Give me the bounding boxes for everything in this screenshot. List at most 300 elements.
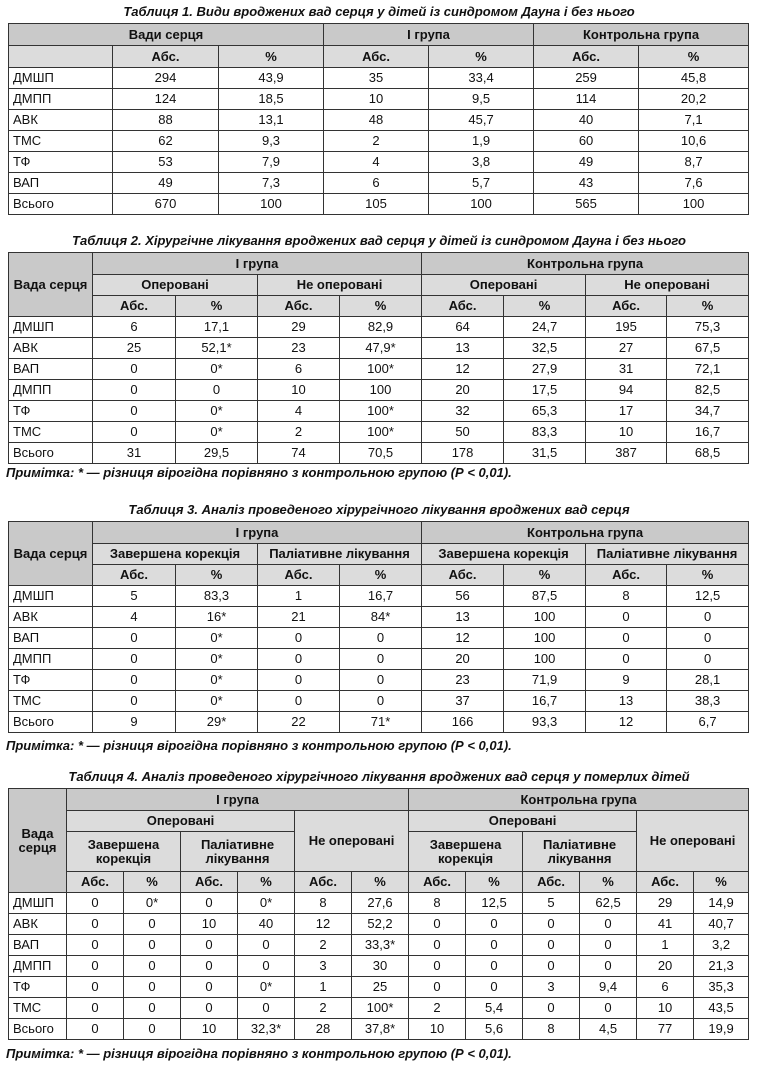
table-cell: 77: [637, 1019, 694, 1040]
table-cell: 0: [238, 935, 295, 956]
table-cell: 195: [586, 317, 667, 338]
table-row: [9, 956, 749, 977]
row-label: ТМС: [9, 691, 93, 712]
row-label: ВАП: [9, 173, 113, 194]
row-label: ТФ: [9, 152, 113, 173]
t4-header-full-correction: Завершена корекція: [409, 832, 523, 872]
table-cell: 13,1: [219, 110, 324, 131]
table-row: [9, 628, 749, 649]
t3-header-palliative: Паліативне лікування: [258, 544, 422, 565]
table-cell: 0: [93, 380, 176, 401]
table-cell: 53: [113, 152, 219, 173]
table-row: [9, 401, 749, 422]
table-cell: 30: [352, 956, 409, 977]
table-cell: 4: [93, 607, 176, 628]
table-cell: 27,9: [504, 359, 586, 380]
table-cell: 21,3: [694, 956, 749, 977]
row-label: Всього: [9, 443, 93, 464]
table-cell: 0*: [176, 628, 258, 649]
table-cell: 0: [523, 998, 580, 1019]
t2-header-operated: Оперовані: [422, 275, 586, 296]
table-cell: 100*: [340, 359, 422, 380]
row-label: Всього: [9, 1019, 67, 1040]
table-cell: 0: [93, 401, 176, 422]
row-label: ДМПП: [9, 956, 67, 977]
t4-header-pct: %: [352, 872, 409, 893]
table-cell: 47,9*: [340, 338, 422, 359]
table-cell: 67,5: [667, 338, 749, 359]
t3-header-pct: %: [667, 565, 749, 586]
table-cell: 56: [422, 586, 504, 607]
row-label: ТМС: [9, 131, 113, 152]
table-cell: 100: [429, 194, 534, 215]
table-cell: 0*: [176, 649, 258, 670]
table-cell: 100: [504, 607, 586, 628]
t2-header-pct: %: [176, 296, 258, 317]
table-cell: 74: [258, 443, 340, 464]
table-cell: 1: [295, 977, 352, 998]
table-cell: 17: [586, 401, 667, 422]
t3-header-abs: Абс.: [93, 565, 176, 586]
table-cell: 7,1: [639, 110, 749, 131]
row-label: ВАП: [9, 935, 67, 956]
table-cell: 7,6: [639, 173, 749, 194]
row-label: ДМШП: [9, 893, 67, 914]
t2-header-not-operated: Не оперовані: [258, 275, 422, 296]
t1-header-pct: %: [639, 46, 749, 68]
table-cell: 23: [258, 338, 340, 359]
table-cell: 43,5: [694, 998, 749, 1019]
table-cell: 0: [580, 956, 637, 977]
table-cell: 6: [324, 173, 429, 194]
table-row: [9, 173, 749, 194]
table-1-body: [9, 68, 749, 215]
table-cell: 71,9: [504, 670, 586, 691]
t3-header-abs: Абс.: [586, 565, 667, 586]
table-row: [9, 649, 749, 670]
table-cell: 10: [324, 89, 429, 110]
t4-header-control: Контрольна група: [409, 789, 749, 811]
t4-header-pct: %: [580, 872, 637, 893]
t4-header-palliative: Паліативне лікування: [181, 832, 295, 872]
t2-header-vada: Вада серця: [9, 253, 93, 317]
row-label: Всього: [9, 712, 93, 733]
table-3-body: [9, 586, 749, 733]
table-cell: 16*: [176, 607, 258, 628]
t1-header-vady: Вади серця: [9, 24, 324, 46]
table-cell: 100: [504, 649, 586, 670]
table-cell: 0: [466, 935, 523, 956]
table-cell: 100: [504, 628, 586, 649]
table-cell: 0: [580, 998, 637, 1019]
t2-header-abs: Абс.: [422, 296, 504, 317]
table-cell: 23: [422, 670, 504, 691]
table-cell: 82,9: [340, 317, 422, 338]
row-label: АВК: [9, 914, 67, 935]
table-cell: 32,3*: [238, 1019, 295, 1040]
t3-header-abs: Абс.: [258, 565, 340, 586]
table-4: [8, 788, 749, 1040]
table-cell: 0*: [238, 893, 295, 914]
table-cell: 0: [586, 649, 667, 670]
table-cell: 31,5: [504, 443, 586, 464]
table-cell: 94: [586, 380, 667, 401]
table-cell: 0: [93, 670, 176, 691]
t3-header-pct: %: [176, 565, 258, 586]
table-cell: 294: [113, 68, 219, 89]
table-cell: 565: [534, 194, 639, 215]
row-label: ТМС: [9, 998, 67, 1019]
table-cell: 28: [295, 1019, 352, 1040]
table-cell: 100*: [340, 401, 422, 422]
table-cell: 0: [67, 914, 124, 935]
table-cell: 0: [93, 422, 176, 443]
table-cell: 0: [124, 935, 181, 956]
table-cell: 0: [409, 977, 466, 998]
table-cell: 0: [466, 914, 523, 935]
table-cell: 48: [324, 110, 429, 131]
table-cell: 0: [93, 691, 176, 712]
table-cell: 8: [523, 1019, 580, 1040]
t2-header-abs: Абс.: [586, 296, 667, 317]
table-cell: 83,3: [176, 586, 258, 607]
t1-header-group1: I група: [324, 24, 534, 46]
table-cell: 6: [637, 977, 694, 998]
table-cell: 3,2: [694, 935, 749, 956]
table-cell: 8,7: [639, 152, 749, 173]
table-cell: 31: [586, 359, 667, 380]
table-cell: 19,9: [694, 1019, 749, 1040]
table-cell: 68,5: [667, 443, 749, 464]
table-cell: 0: [340, 649, 422, 670]
table-cell: 0: [181, 893, 238, 914]
table-row: [9, 607, 749, 628]
table-cell: 52,2: [352, 914, 409, 935]
table-cell: 49: [534, 152, 639, 173]
table-cell: 124: [113, 89, 219, 110]
row-label: Всього: [9, 194, 113, 215]
row-label: ДМПП: [9, 380, 93, 401]
table-cell: 29: [637, 893, 694, 914]
table-cell: 20: [422, 380, 504, 401]
t1-header-blank: [9, 46, 113, 68]
table-row: [9, 380, 749, 401]
table-cell: 29: [258, 317, 340, 338]
table-cell: 2: [295, 935, 352, 956]
table-cell: 178: [422, 443, 504, 464]
table-cell: 0: [258, 691, 340, 712]
t3-header-group1: I група: [93, 522, 422, 544]
t4-header-palliative: Паліативне лікування: [523, 832, 637, 872]
table-cell: 84*: [340, 607, 422, 628]
table-cell: 0: [67, 977, 124, 998]
table-cell: 32,5: [504, 338, 586, 359]
table-cell: 100: [219, 194, 324, 215]
table-cell: 387: [586, 443, 667, 464]
t4-header-full-correction: Завершена корекція: [67, 832, 181, 872]
table-row: [9, 914, 749, 935]
table-row: [9, 422, 749, 443]
table-cell: 0: [580, 935, 637, 956]
t2-header-pct: %: [340, 296, 422, 317]
table-cell: 9,3: [219, 131, 324, 152]
table-cell: 9,5: [429, 89, 534, 110]
table-cell: 83,3: [504, 422, 586, 443]
t4-header-abs: Абс.: [67, 872, 124, 893]
table-row: [9, 359, 749, 380]
t4-header-pct: %: [124, 872, 181, 893]
t4-header-abs: Абс.: [637, 872, 694, 893]
table-cell: 5,6: [466, 1019, 523, 1040]
table-cell: 13: [422, 607, 504, 628]
table-cell: 28,1: [667, 670, 749, 691]
t4-header-vada: Вада серця: [9, 789, 67, 893]
table-cell: 12: [295, 914, 352, 935]
table-cell: 0: [124, 914, 181, 935]
table-cell: 2: [324, 131, 429, 152]
table-cell: 41: [637, 914, 694, 935]
table-cell: 34,7: [667, 401, 749, 422]
table-cell: 0: [93, 359, 176, 380]
table-2-caption: Таблиця 2. Хірургічне лікування вроджених вад серця у дітей із синдромом Дауна і без нього: [72, 233, 686, 248]
t4-header-pct: %: [238, 872, 295, 893]
table-row: [9, 998, 749, 1019]
t2-header-not-operated: Не оперовані: [586, 275, 749, 296]
table-cell: 62,5: [580, 893, 637, 914]
table-cell: 670: [113, 194, 219, 215]
table-cell: 16,7: [340, 586, 422, 607]
table-2-body: [9, 317, 749, 464]
row-label: ТФ: [9, 977, 67, 998]
table-4-body: [9, 893, 749, 1040]
t2-header-pct: %: [504, 296, 586, 317]
table-cell: 37: [422, 691, 504, 712]
table-cell: 259: [534, 68, 639, 89]
table-cell: 0: [67, 1019, 124, 1040]
table-cell: 12: [586, 712, 667, 733]
table-cell: 33,4: [429, 68, 534, 89]
table-cell: 35,3: [694, 977, 749, 998]
row-label: ДМШП: [9, 68, 113, 89]
table-cell: 0: [523, 914, 580, 935]
table-row: [9, 68, 749, 89]
table-cell: 0: [124, 977, 181, 998]
table-row: [9, 935, 749, 956]
row-label: АВК: [9, 607, 93, 628]
table-cell: 6,7: [667, 712, 749, 733]
table-cell: 40: [238, 914, 295, 935]
t4-header-operated: Оперовані: [67, 811, 295, 832]
table-cell: 0: [667, 649, 749, 670]
table-cell: 3,8: [429, 152, 534, 173]
table-cell: 60: [534, 131, 639, 152]
table-1: [8, 23, 749, 215]
table-cell: 12: [422, 359, 504, 380]
table-cell: 87,5: [504, 586, 586, 607]
table-cell: 0: [580, 914, 637, 935]
table-cell: 0: [586, 607, 667, 628]
row-label: ДМПП: [9, 89, 113, 110]
row-label: ВАП: [9, 359, 93, 380]
table-cell: 6: [93, 317, 176, 338]
table-1-caption: Таблиця 1. Види вроджених вад серця у дітей із синдромом Дауна і без нього: [123, 4, 635, 19]
table-cell: 0: [466, 977, 523, 998]
table-cell: 43: [534, 173, 639, 194]
t1-header-abs: Абс.: [534, 46, 639, 68]
table-cell: 21: [258, 607, 340, 628]
table-row: [9, 586, 749, 607]
table-cell: 105: [324, 194, 429, 215]
table-cell: 0: [181, 998, 238, 1019]
table-cell: 114: [534, 89, 639, 110]
t4-header-pct: %: [466, 872, 523, 893]
row-label: ДМШП: [9, 586, 93, 607]
table-cell: 0: [409, 935, 466, 956]
table-cell: 0*: [238, 977, 295, 998]
t3-header-full-correction: Завершена корекція: [422, 544, 586, 565]
t4-header-abs: Абс.: [523, 872, 580, 893]
table-cell: 10: [637, 998, 694, 1019]
table-cell: 10,6: [639, 131, 749, 152]
table-cell: 5: [93, 586, 176, 607]
table-cell: 31: [93, 443, 176, 464]
table-cell: 93,3: [504, 712, 586, 733]
table-cell: 17,1: [176, 317, 258, 338]
table-cell: 100: [340, 380, 422, 401]
table-cell: 0: [181, 977, 238, 998]
table-cell: 0: [238, 956, 295, 977]
table-cell: 2: [295, 998, 352, 1019]
table-cell: 64: [422, 317, 504, 338]
table-cell: 20: [637, 956, 694, 977]
t2-header-pct: %: [667, 296, 749, 317]
table-row: [9, 691, 749, 712]
table-cell: 20,2: [639, 89, 749, 110]
table-cell: 17,5: [504, 380, 586, 401]
row-label: ВАП: [9, 628, 93, 649]
t2-header-group1: I група: [93, 253, 422, 275]
table-cell: 12,5: [667, 586, 749, 607]
table-cell: 0: [67, 893, 124, 914]
t1-header-pct: %: [429, 46, 534, 68]
t3-header-pct: %: [340, 565, 422, 586]
t3-header-vada: Вада серця: [9, 522, 93, 586]
table-cell: 0: [340, 628, 422, 649]
table-cell: 4: [258, 401, 340, 422]
table-cell: 0*: [124, 893, 181, 914]
table-row: [9, 110, 749, 131]
table-cell: 0: [258, 670, 340, 691]
table-row: [9, 152, 749, 173]
table-row: [9, 89, 749, 110]
t3-header-full-correction: Завершена корекція: [93, 544, 258, 565]
table-cell: 27: [586, 338, 667, 359]
table-cell: 9,4: [580, 977, 637, 998]
table-cell: 2: [409, 998, 466, 1019]
table-cell: 32: [422, 401, 504, 422]
table-cell: 29,5: [176, 443, 258, 464]
t2-header-abs: Абс.: [93, 296, 176, 317]
table-cell: 10: [181, 914, 238, 935]
table-cell: 0*: [176, 422, 258, 443]
t2-header-abs: Абс.: [258, 296, 340, 317]
t3-header-pct: %: [504, 565, 586, 586]
table-cell: 0: [409, 956, 466, 977]
table-cell: 0*: [176, 670, 258, 691]
table-cell: 40: [534, 110, 639, 131]
table-cell: 100*: [352, 998, 409, 1019]
table-cell: 1,9: [429, 131, 534, 152]
table-cell: 0: [124, 998, 181, 1019]
table-cell: 0: [124, 1019, 181, 1040]
t1-header-abs: Абс.: [113, 46, 219, 68]
table-2-note: Примітка: * — різниця вірогідна порівняно з контрольною групою (Р < 0,01).: [6, 465, 512, 480]
table-cell: 0: [93, 628, 176, 649]
table-cell: 37,8*: [352, 1019, 409, 1040]
table-cell: 6: [258, 359, 340, 380]
table-cell: 5: [523, 893, 580, 914]
table-cell: 45,7: [429, 110, 534, 131]
table-3-note: Примітка: * — різниця вірогідна порівняно з контрольною групою (Р < 0,01).: [6, 738, 512, 753]
table-cell: 4: [324, 152, 429, 173]
t4-header-not-operated: Не оперовані: [637, 811, 749, 872]
table-cell: 0: [523, 935, 580, 956]
table-cell: 0: [409, 914, 466, 935]
table-cell: 25: [93, 338, 176, 359]
table-cell: 40,7: [694, 914, 749, 935]
t4-header-not-operated: Не оперовані: [295, 811, 409, 872]
table-cell: 88: [113, 110, 219, 131]
table-cell: 13: [422, 338, 504, 359]
row-label: АВК: [9, 338, 93, 359]
table-cell: 50: [422, 422, 504, 443]
table-cell: 0: [181, 935, 238, 956]
table-cell: 16,7: [504, 691, 586, 712]
table-cell: 33,3*: [352, 935, 409, 956]
table-row: [9, 1019, 749, 1040]
table-cell: 27,6: [352, 893, 409, 914]
t4-header-abs: Абс.: [409, 872, 466, 893]
table-cell: 0: [340, 670, 422, 691]
table-cell: 38,3: [667, 691, 749, 712]
table-row: [9, 443, 749, 464]
table-cell: 20: [422, 649, 504, 670]
table-cell: 10: [181, 1019, 238, 1040]
table-cell: 14,9: [694, 893, 749, 914]
table-cell: 0*: [176, 401, 258, 422]
t3-header-control: Контрольна група: [422, 522, 749, 544]
t4-header-abs: Абс.: [181, 872, 238, 893]
table-cell: 71*: [340, 712, 422, 733]
table-cell: 0: [176, 380, 258, 401]
table-cell: 22: [258, 712, 340, 733]
table-row: [9, 131, 749, 152]
row-label: ТФ: [9, 670, 93, 691]
table-cell: 0: [667, 628, 749, 649]
table-cell: 49: [113, 173, 219, 194]
table-cell: 13: [586, 691, 667, 712]
table-cell: 100*: [340, 422, 422, 443]
table-row: [9, 338, 749, 359]
table-cell: 0: [258, 628, 340, 649]
t1-header-pct: %: [219, 46, 324, 68]
row-label: ТФ: [9, 401, 93, 422]
table-cell: 43,9: [219, 68, 324, 89]
table-cell: 70,5: [340, 443, 422, 464]
table-cell: 0: [238, 998, 295, 1019]
t3-header-abs: Абс.: [422, 565, 504, 586]
table-cell: 0: [67, 956, 124, 977]
